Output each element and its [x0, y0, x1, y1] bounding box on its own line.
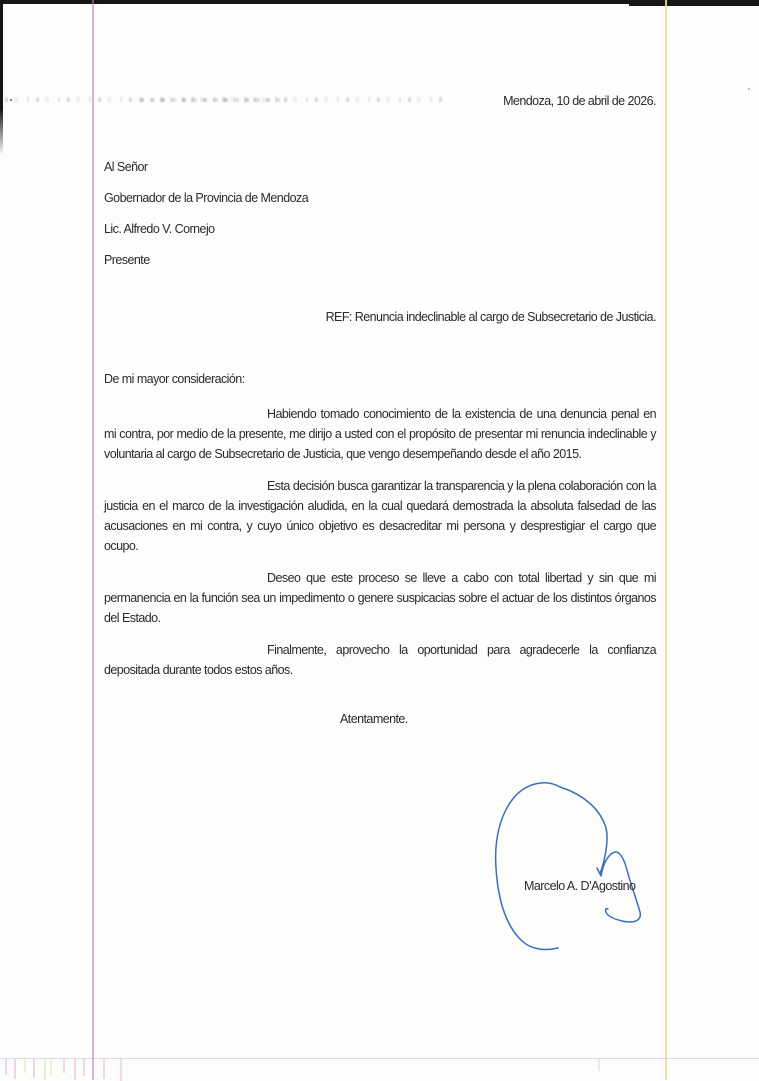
scan-streak	[74, 1059, 76, 1080]
scan-streak	[103, 1059, 105, 1079]
salutation: De mi mayor consideración:	[104, 372, 245, 386]
body-paragraph: Esta decisión busca garantizar la transparencia y la plena colaboración con la justicia en el marco de la investigación aludida, en la cual quedará demostrada la absoluta falsedad de las acusaciones en mi contra, y cuyo único objetivo es desacreditar mi persona y desprestigiar el cargo que ocupo.	[104, 479, 656, 553]
scan-streak	[5, 1059, 7, 1075]
recipient-line: Gobernador de la Provincia de Mendoza	[104, 191, 309, 205]
body-paragraph: Habiendo tomado conocimiento de la existencia de una denuncia penal en mi contra, por medio de la presente, me dirijo a usted con el propósito de presentar mi renuncia indeclinable y voluntaria al cargo de Subsecretario de Justicia, que vengo desempeñando desde el año 2015.	[104, 407, 656, 461]
scan-edge-left	[0, 0, 3, 155]
scan-streak	[120, 1059, 122, 1081]
scan-streak	[63, 1059, 65, 1073]
scan-edge-top-right	[629, 0, 759, 6]
scan-speck	[748, 88, 750, 90]
recipient-line: Lic. Alfredo V. Cornejo	[104, 222, 215, 236]
signer-name: Marcelo A. D’Agostino	[524, 879, 636, 893]
letter-body	[104, 91, 656, 729]
scan-streak	[50, 1059, 52, 1075]
signature-image	[492, 778, 652, 958]
scan-bottom-line	[0, 1058, 759, 1059]
signature-stroke-loop	[496, 783, 560, 950]
scan-streak	[83, 1059, 85, 1076]
scan-streak	[14, 1059, 16, 1079]
recipient-line: Presente	[104, 253, 150, 267]
closing: Atentamente.	[340, 712, 408, 726]
scan-vertical-line-yellow	[665, 0, 667, 1080]
body-paragraphs	[104, 404, 656, 680]
scan-streak	[33, 1059, 35, 1078]
body-paragraph: Finalmente, aprovecho la oportunidad para agradecerle la confianza depositada durante todos estos años.	[104, 643, 656, 677]
recipient-line: Al Señor	[104, 160, 148, 174]
scan-speck	[10, 99, 12, 101]
signature-stroke-flourish	[560, 787, 640, 922]
reference-line: REF: Renuncia indeclinable al cargo de Subsecretario de Justicia.	[325, 310, 656, 324]
scan-vertical-line-pink	[92, 0, 94, 1080]
body-paragraph: Deseo que este proceso se lleve a cabo con total libertad y sin que mi permanencia en la función sea un impedimento o genere suspicacias sobre el actuar de los distintos órganos del Estado.	[104, 571, 656, 625]
scan-streak	[598, 1059, 600, 1071]
recipient-block	[104, 157, 656, 270]
scan-streak	[44, 1059, 46, 1080]
scan-streak	[24, 1059, 26, 1073]
date-line: Mendoza, 10 de abril de 2026.	[503, 94, 656, 108]
